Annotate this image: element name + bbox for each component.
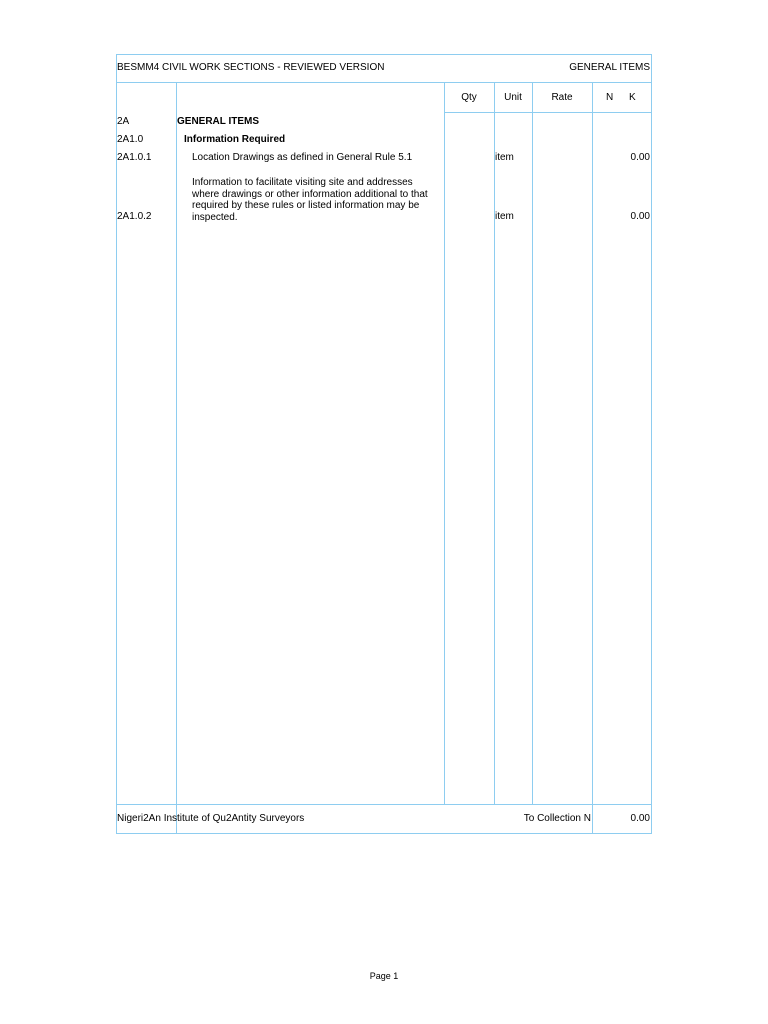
- footer-divider: [116, 804, 652, 805]
- naira-heading: N: [606, 92, 614, 103]
- collection-label: To Collection N: [523, 813, 591, 824]
- row-code: 2A1.0.2: [117, 211, 152, 222]
- left-border: [116, 54, 117, 834]
- document-title: BESMM4 CIVIL WORK SECTIONS - REVIEWED VERSION: [117, 62, 385, 73]
- amount-column-divider: [592, 82, 593, 833]
- right-border: [651, 54, 652, 834]
- collection-total: 0.00: [630, 813, 650, 824]
- header-divider: [116, 82, 652, 83]
- item-amount: 0.00: [630, 211, 650, 222]
- section-heading: GENERAL ITEMS: [177, 116, 260, 127]
- row-code: 2A: [117, 116, 130, 127]
- rate-column-divider: [532, 82, 533, 804]
- unit-heading: Unit: [504, 92, 522, 103]
- institute-name: Nigeri2An Institute of Qu2Antity Surveyors: [117, 813, 305, 824]
- page-number: Page 1: [369, 971, 399, 981]
- bill-sheet: [116, 54, 652, 834]
- kobo-heading: K: [629, 92, 636, 103]
- item-description: Location Drawings as defined in General Rule 5.1: [192, 152, 413, 163]
- bottom-border: [116, 833, 652, 834]
- top-border: [116, 54, 652, 55]
- item-unit: item: [495, 211, 514, 222]
- item-unit: item: [495, 152, 514, 163]
- code-column-divider: [176, 82, 177, 833]
- item-description: Information to facilitate visiting site and addresses where drawings or other information additional to that required by these rules or listed information may be inspected.: [192, 177, 428, 223]
- row-code: 2A1.0: [117, 134, 144, 145]
- column-header-divider: [444, 112, 652, 113]
- row-code: 2A1.0.1: [117, 152, 152, 163]
- qty-heading: Qty: [461, 92, 477, 103]
- qty-column-divider: [444, 82, 445, 804]
- item-amount: 0.00: [630, 152, 650, 163]
- unit-column-divider: [494, 82, 495, 804]
- section-title: GENERAL ITEMS: [569, 62, 650, 73]
- rate-heading: Rate: [551, 92, 573, 103]
- subsection-heading: Information Required: [184, 134, 286, 145]
